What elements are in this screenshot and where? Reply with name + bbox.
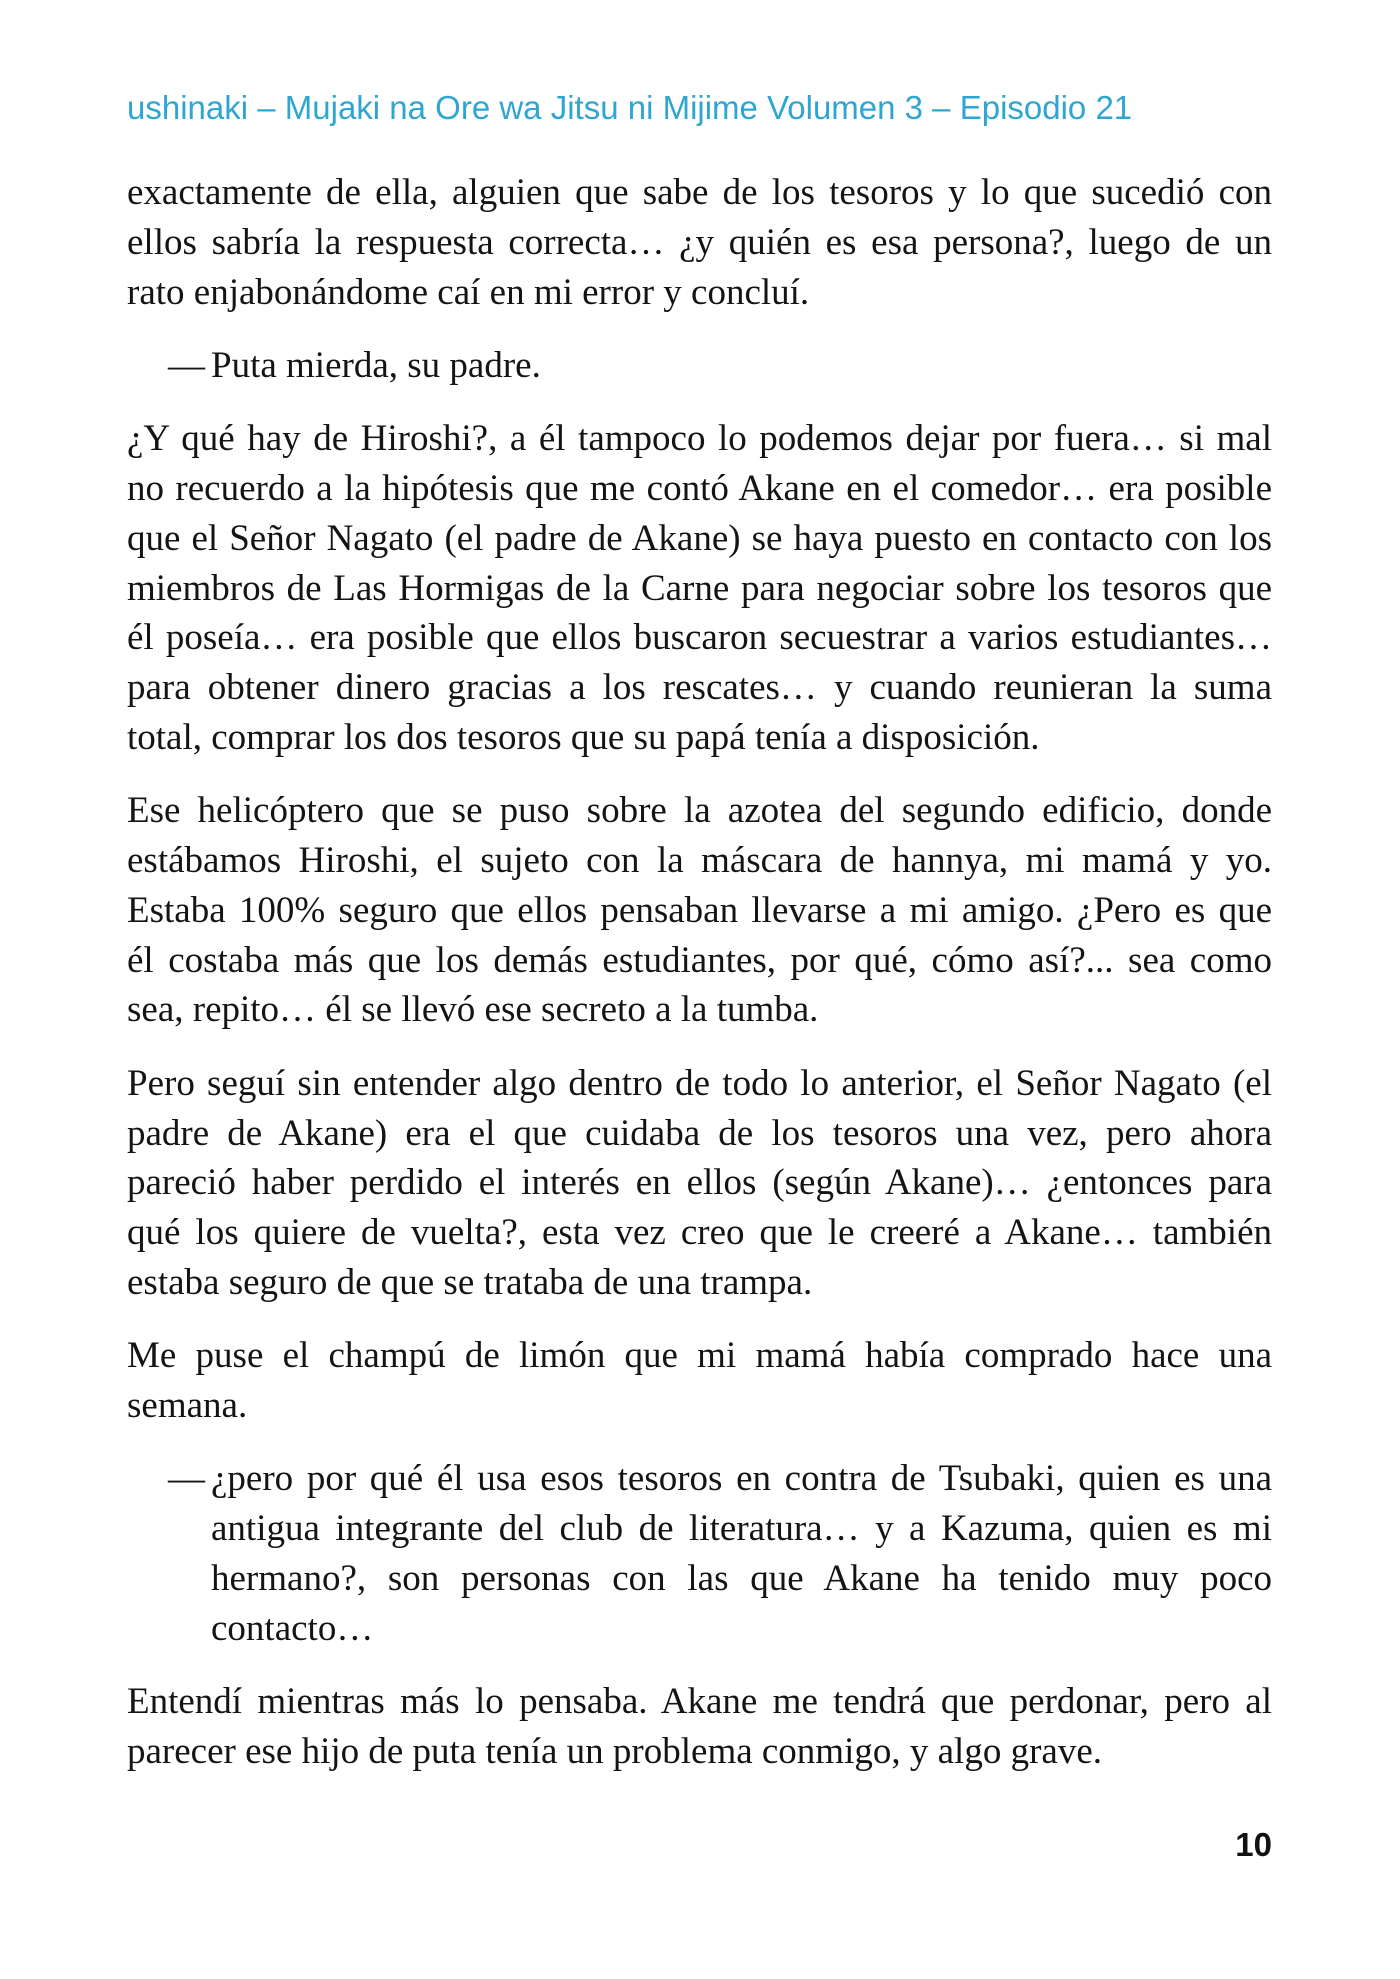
paragraph: [127, 168, 1272, 317]
text-line: qué los quiere de vuelta?, esta vez creo que le creeré a Akane… también: [127, 1212, 1272, 1254]
text-line: Pero seguí sin entender algo dentro de todo lo anterior, el Señor Nagato (el: [127, 1062, 1272, 1104]
dialogue-dash: —: [168, 344, 205, 386]
text-line: que el Señor Nagato (el padre de Akane) se haya puesto en contacto con los: [127, 517, 1272, 559]
text-line: ¿Y qué hay de Hiroshi?, a él tampoco lo podemos dejar por fuera… si mal: [127, 418, 1272, 460]
text-line: total, comprar los dos tesoros que su papá tenía a disposición.: [127, 716, 1040, 758]
text-line: padre de Akane) era el que cuidaba de los tesoros una vez, pero ahora: [127, 1112, 1272, 1154]
text-line: Ese helicóptero que se puso sobre la azotea del segundo edificio, donde: [127, 790, 1272, 832]
text-line: parecer ese hijo de puta tenía un problema conmigo, y algo grave.: [127, 1730, 1102, 1772]
text-line: Me puse el champú de limón que mi mamá había comprado hace una: [127, 1335, 1272, 1377]
text-line: exactamente de ella, alguien que sabe de los tesoros y lo que sucedió con: [127, 172, 1272, 213]
text-line: contacto…: [211, 1607, 374, 1649]
paragraph: [127, 414, 1272, 763]
paragraph: [127, 786, 1272, 1035]
text-line: ellos sabría la respuesta correcta… ¿y quién es esa persona?, luego de un: [127, 221, 1272, 263]
paragraph: [127, 1059, 1272, 1308]
page-body: [127, 168, 1272, 1800]
text-line: él poseía… era posible que ellos buscaron secuestrar a varios estudiantes…: [127, 617, 1272, 659]
text-line: pareció haber perdido el interés en ellos (según Akane)… ¿entonces para: [127, 1162, 1272, 1204]
text-line: Estaba 100% seguro que ellos pensaban llevarse a mi amigo. ¿Pero es que: [127, 889, 1272, 931]
dialogue-paragraph: [127, 1454, 1272, 1653]
page-number: 10: [1235, 1826, 1272, 1863]
text-line: Entendí mientras más lo pensaba. Akane me tendrá que perdonar, pero al: [127, 1681, 1272, 1723]
running-header-title: ushinaki – Mujaki na Ore wa Jitsu ni Mijime Volumen 3 – Episodio 21: [127, 89, 1133, 126]
dialogue-dash: —: [168, 1458, 205, 1500]
running-header: [127, 88, 1132, 128]
text-line: para obtener dinero gracias a los rescates… y cuando reunieran la suma: [127, 667, 1272, 709]
paragraph: [127, 1677, 1272, 1777]
text-line: antigua integrante del club de literatura… y a Kazuma, quien es mi: [211, 1508, 1272, 1550]
text-line: sea, repito… él se llevó ese secreto a la tumba.: [127, 989, 819, 1031]
text-line: él costaba más que los demás estudiantes, por qué, cómo así?... sea como: [127, 939, 1272, 981]
text-line: miembros de Las Hormigas de la Carne para negociar sobre los tesoros que: [127, 567, 1272, 609]
text-line: hermano?, son personas con las que Akane ha tenido muy poco: [211, 1557, 1272, 1599]
text-line: Puta mierda, su padre.: [211, 344, 541, 386]
text-line: ¿pero por qué él usa esos tesoros en contra de Tsubaki, quien es una: [211, 1458, 1272, 1500]
text-line: semana.: [127, 1385, 248, 1427]
text-line: no recuerdo a la hipótesis que me contó Akane en el comedor… era posible: [127, 467, 1272, 509]
text-line: estaba seguro de que se trataba de una trampa.: [127, 1261, 813, 1303]
paragraph: [127, 1331, 1272, 1431]
dialogue-paragraph: [127, 341, 1272, 391]
text-line: estábamos Hiroshi, el sujeto con la máscara de hannya, mi mamá y yo.: [127, 840, 1272, 882]
text-line: rato enjabonándome caí en mi error y concluí.: [127, 271, 810, 313]
